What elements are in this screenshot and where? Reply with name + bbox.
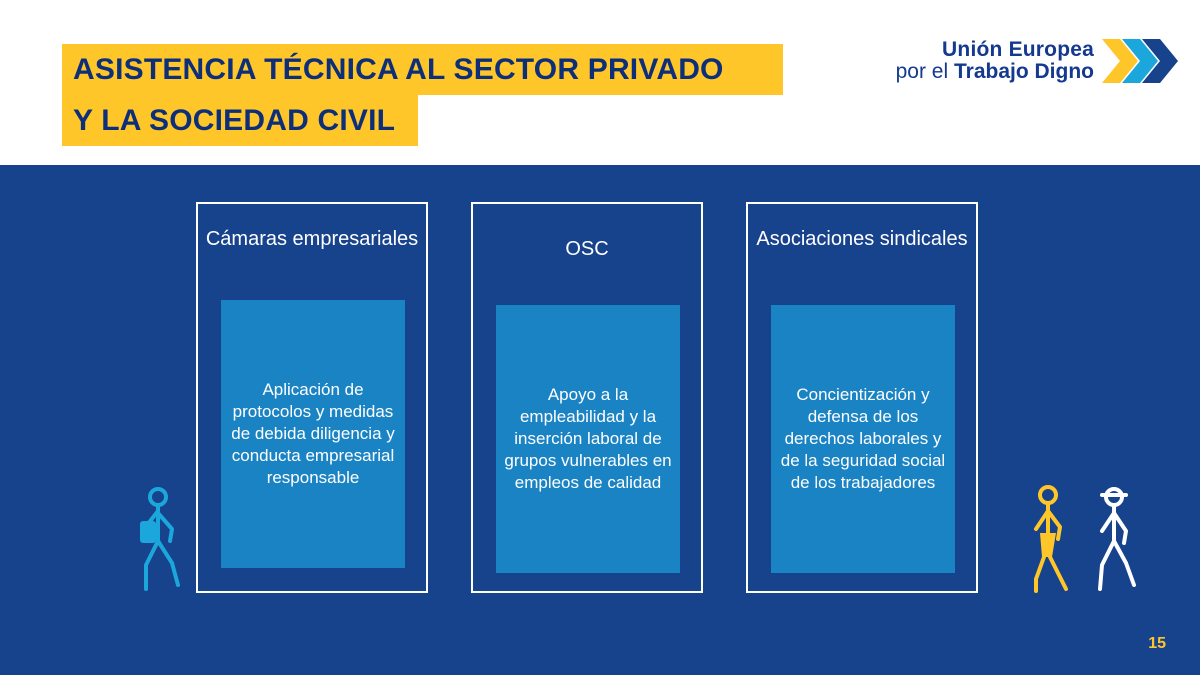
card-title: Asociaciones sindicales bbox=[756, 228, 968, 250]
slide-body bbox=[0, 165, 1200, 675]
logo-line-2-bold: Trabajo Digno bbox=[953, 60, 1094, 83]
logo-text bbox=[896, 39, 1094, 84]
logo-line-2 bbox=[896, 61, 1094, 83]
slide-header bbox=[0, 0, 1200, 165]
page-title bbox=[62, 44, 797, 146]
card-osc bbox=[471, 202, 703, 593]
card-body-text: Concientización y defensa de los derechos laborales y de la seguridad social de los trabajadores bbox=[771, 305, 955, 573]
eu-decent-work-logo bbox=[896, 28, 1178, 94]
cards-container bbox=[196, 202, 978, 593]
card-body-text: Apoyo a la empleabilidad y la inserción laboral de grupos vulnerables en empleos de calidad bbox=[496, 305, 680, 573]
walking-man-hat-icon bbox=[1100, 489, 1134, 589]
card-title: OSC bbox=[565, 238, 609, 260]
double-chevron-right-icon bbox=[1100, 35, 1178, 87]
card-camaras-empresariales bbox=[196, 202, 428, 593]
page-title-line-2: Y LA SOCIEDAD CIVIL bbox=[62, 95, 418, 146]
walking-people-group-icon bbox=[1022, 483, 1152, 595]
walking-person-backpack-icon bbox=[128, 485, 188, 595]
card-body-text: Aplicación de protocolos y medidas de debida diligencia y conducta empresarial responsable bbox=[221, 300, 405, 568]
card-asociaciones-sindicales bbox=[746, 202, 978, 593]
logo-line-2-regular: por el bbox=[895, 60, 954, 83]
card-title: Cámaras empresariales bbox=[205, 228, 419, 250]
page-title-line-1: ASISTENCIA TÉCNICA AL SECTOR PRIVADO bbox=[62, 44, 783, 95]
page-number: 15 bbox=[1148, 635, 1166, 652]
walking-woman-icon bbox=[1036, 487, 1066, 591]
logo-line-1: Unión Europea bbox=[942, 37, 1094, 61]
